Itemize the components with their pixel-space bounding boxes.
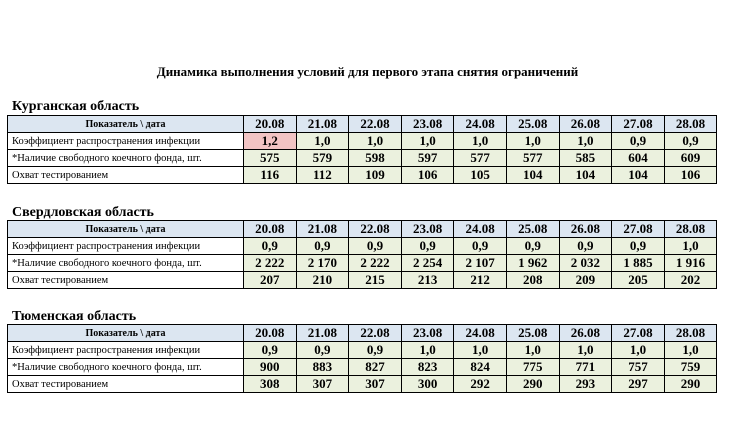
value-cell: 104	[559, 167, 612, 184]
table-row-infection-rate	[8, 238, 717, 255]
table-row-infection-rate	[8, 342, 717, 359]
value-cell: 1 916	[664, 255, 717, 272]
value-cell: 1,0	[401, 342, 454, 359]
value-cell: 1,0	[664, 238, 717, 255]
date-cell: 20.08	[244, 116, 297, 133]
table-row-testing-coverage	[8, 376, 717, 393]
date-cell: 27.08	[612, 116, 665, 133]
row-label: *Наличие свободного коечного фонда, шт.	[8, 150, 244, 167]
header-label-cell: Показатель \ дата	[8, 221, 244, 238]
date-cell: 25.08	[506, 116, 559, 133]
date-cell: 24.08	[454, 325, 507, 342]
value-cell: 2 222	[244, 255, 297, 272]
value-cell: 1,0	[454, 342, 507, 359]
region-table-kurgan	[7, 115, 717, 184]
value-cell: 290	[506, 376, 559, 393]
value-cell: 208	[506, 272, 559, 289]
value-cell: 0,9	[244, 342, 297, 359]
value-cell: 307	[349, 376, 402, 393]
table-header-row	[8, 325, 717, 342]
value-cell: 202	[664, 272, 717, 289]
table-row-free-beds	[8, 255, 717, 272]
date-cell: 23.08	[401, 325, 454, 342]
value-cell: 212	[454, 272, 507, 289]
date-cell: 24.08	[454, 116, 507, 133]
value-cell: 105	[454, 167, 507, 184]
value-cell: 0,9	[296, 342, 349, 359]
value-cell: 2 032	[559, 255, 612, 272]
table-header-row	[8, 116, 717, 133]
value-cell: 112	[296, 167, 349, 184]
value-cell: 1 885	[612, 255, 665, 272]
row-label: Охват тестированием	[8, 272, 244, 289]
value-cell: 577	[454, 150, 507, 167]
value-cell: 1,0	[506, 133, 559, 150]
date-cell: 22.08	[349, 325, 402, 342]
value-cell: 104	[612, 167, 665, 184]
value-cell: 0,9	[664, 133, 717, 150]
value-cell: 759	[664, 359, 717, 376]
value-cell: 0,9	[401, 238, 454, 255]
date-cell: 22.08	[349, 221, 402, 238]
date-cell: 28.08	[664, 116, 717, 133]
value-cell: 205	[612, 272, 665, 289]
page-title: Динамика выполнения условий для первого этапа снятия ограничений	[156, 64, 579, 79]
date-cell: 27.08	[612, 221, 665, 238]
value-cell: 1,0	[664, 342, 717, 359]
value-cell: 0,9	[296, 238, 349, 255]
value-cell: 0,9	[349, 342, 402, 359]
table-row-testing-coverage	[8, 272, 717, 289]
date-cell: 26.08	[559, 325, 612, 342]
value-cell: 604	[612, 150, 665, 167]
value-cell: 213	[401, 272, 454, 289]
date-cell: 21.08	[296, 325, 349, 342]
value-cell: 1,0	[454, 133, 507, 150]
row-label: Коэффициент распространения инфекции	[8, 238, 244, 255]
date-cell: 20.08	[244, 221, 297, 238]
value-cell: 109	[349, 167, 402, 184]
value-cell: 579	[296, 150, 349, 167]
value-cell: 0,9	[612, 133, 665, 150]
value-cell: 757	[612, 359, 665, 376]
value-cell: 823	[401, 359, 454, 376]
value-cell: 2 254	[401, 255, 454, 272]
value-cell: 585	[559, 150, 612, 167]
region-table-sverdlovsk	[7, 220, 717, 289]
value-cell: 308	[244, 376, 297, 393]
value-cell: 106	[401, 167, 454, 184]
table-row-free-beds	[8, 150, 717, 167]
value-cell: 598	[349, 150, 402, 167]
header-label-cell: Показатель \ дата	[8, 116, 244, 133]
value-cell: 290	[664, 376, 717, 393]
date-cell: 23.08	[401, 116, 454, 133]
value-cell: 1,0	[296, 133, 349, 150]
value-cell: 609	[664, 150, 717, 167]
row-label: Коэффициент распространения инфекции	[8, 133, 244, 150]
row-label: Коэффициент распространения инфекции	[8, 342, 244, 359]
value-cell: 771	[559, 359, 612, 376]
date-cell: 26.08	[559, 221, 612, 238]
date-cell: 22.08	[349, 116, 402, 133]
value-cell: 824	[454, 359, 507, 376]
value-cell: 307	[296, 376, 349, 393]
value-cell: 215	[349, 272, 402, 289]
value-cell: 1,0	[349, 133, 402, 150]
value-cell: 104	[506, 167, 559, 184]
region-title-tyumen: Тюменская область	[12, 309, 137, 324]
value-cell: 900	[244, 359, 297, 376]
value-cell: 207	[244, 272, 297, 289]
header-label-cell: Показатель \ дата	[8, 325, 244, 342]
date-cell: 21.08	[296, 116, 349, 133]
value-cell: 883	[296, 359, 349, 376]
value-cell: 575	[244, 150, 297, 167]
value-cell: 209	[559, 272, 612, 289]
date-cell: 24.08	[454, 221, 507, 238]
date-cell: 28.08	[664, 221, 717, 238]
region-title-kurgan: Курганская область	[12, 99, 140, 114]
value-cell: 293	[559, 376, 612, 393]
row-label: *Наличие свободного коечного фонда, шт.	[8, 359, 244, 376]
date-cell: 23.08	[401, 221, 454, 238]
value-cell: 292	[454, 376, 507, 393]
date-cell: 25.08	[506, 325, 559, 342]
value-cell: 827	[349, 359, 402, 376]
row-label: Охват тестированием	[8, 167, 244, 184]
value-cell: 0,9	[506, 238, 559, 255]
date-cell: 27.08	[612, 325, 665, 342]
value-cell: 577	[506, 150, 559, 167]
value-cell: 1,0	[401, 133, 454, 150]
value-cell: 106	[664, 167, 717, 184]
date-cell: 26.08	[559, 116, 612, 133]
date-cell: 25.08	[506, 221, 559, 238]
table-row-testing-coverage	[8, 167, 717, 184]
table-row-infection-rate	[8, 133, 717, 150]
value-cell: 1,0	[506, 342, 559, 359]
value-cell: 210	[296, 272, 349, 289]
region-table-tyumen	[7, 324, 717, 393]
region-title-sverdlovsk: Свердловская область	[12, 205, 154, 220]
value-cell: 0,9	[244, 238, 297, 255]
value-cell-highlighted: 1,2	[244, 133, 297, 150]
date-cell: 20.08	[244, 325, 297, 342]
value-cell: 0,9	[559, 238, 612, 255]
value-cell: 0,9	[349, 238, 402, 255]
date-cell: 28.08	[664, 325, 717, 342]
value-cell: 1 962	[506, 255, 559, 272]
value-cell: 775	[506, 359, 559, 376]
value-cell: 0,9	[454, 238, 507, 255]
table-header-row	[8, 221, 717, 238]
value-cell: 2 107	[454, 255, 507, 272]
table-row-free-beds	[8, 359, 717, 376]
date-cell: 21.08	[296, 221, 349, 238]
value-cell: 597	[401, 150, 454, 167]
value-cell: 300	[401, 376, 454, 393]
value-cell: 297	[612, 376, 665, 393]
value-cell: 2 170	[296, 255, 349, 272]
value-cell: 2 222	[349, 255, 402, 272]
value-cell: 1,0	[612, 342, 665, 359]
value-cell: 1,0	[559, 133, 612, 150]
value-cell: 0,9	[612, 238, 665, 255]
value-cell: 116	[244, 167, 297, 184]
row-label: *Наличие свободного коечного фонда, шт.	[8, 255, 244, 272]
row-label: Охват тестированием	[8, 376, 244, 393]
value-cell: 1,0	[559, 342, 612, 359]
